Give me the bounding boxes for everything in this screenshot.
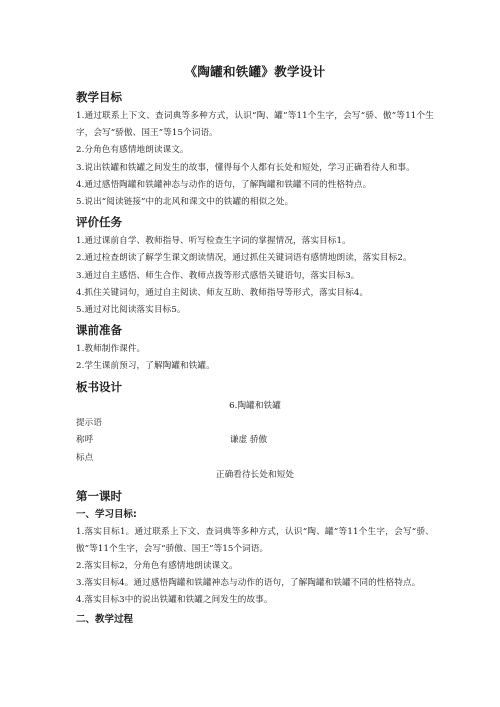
section-heading-board: 板书设计: [76, 379, 122, 394]
board-row: [76, 450, 434, 468]
task-item: 4.抓住关键词句，通过自主阅读、师友互助、教师指导等形式，落实目标4。: [76, 287, 369, 298]
board-row: [76, 432, 434, 450]
task-item: 3.通过自主感悟、师生合作、教师点拨等形式感悟关键语句，落实目标3。: [76, 270, 360, 281]
section-heading-goals: 教学目标: [76, 90, 122, 104]
board-keywords: 谦虚 骄傲: [230, 435, 268, 446]
section-heading-tasks: 评价任务: [76, 215, 122, 230]
task-item: 2.通过检查朗读了解学生课文朗读情况，通过抓住关键词语有感情地朗读，落实目标2。: [76, 253, 412, 264]
board-label-address: 称呼: [76, 435, 94, 446]
board-label-punctuation: 标点: [76, 452, 94, 463]
goal-item: 3.说出铁罐和铁罐之间发生的故事，懂得每个人都有长处和短处，学习正确看待人和事。: [76, 162, 415, 173]
section-heading-lesson1: 第一课时: [76, 488, 122, 503]
task-item: 1.通过课前自学、教师指导、听写检查生字词的掌握情况，落实目标1。: [76, 236, 351, 247]
objective-item: 3.落实目标4。通过感悟陶罐和铁罐神态与动作的语句，了解陶罐和铁罐不同的性格特点。: [76, 578, 421, 589]
goal-item: 4.通过感悟陶罐和铁罐神态与动作的语句，了解陶罐和铁罐不同的性格特点。: [76, 179, 372, 190]
goal-item: 5.说出“阅读链接”中的北风和课文中的铁罐的相似之处。: [76, 197, 294, 208]
objective-item: 1.落实目标1。通过联系上下文、查词典等多种方式，认识“陶、罐”等11个生字，会写“骄、傲”等11个生字，会写“骄傲、国王”等15个词语。: [76, 526, 434, 554]
subheading-objectives: 一、学习目标:: [76, 508, 137, 520]
subheading-process: 二、教学过程: [76, 613, 134, 625]
objective-item: 2.落实目标2，分角色有感情地朗读课文。: [76, 560, 238, 571]
prep-item: 1.教师制作课件。: [76, 344, 146, 355]
document-title: 《陶罐和铁罐》教学设计: [184, 64, 326, 79]
board-conclusion: 正确看待长处和短处: [215, 470, 295, 481]
prep-item: 2.学生课前预习，了解陶罐和铁罐。: [76, 361, 215, 372]
document-page: [76, 62, 434, 629]
goal-item: 1.通过联系上下文、查词典等多种方式，认识“陶、罐”等11个生字，会写“骄、傲”等11个生字，会写“骄傲、国王”等15个词语。: [76, 111, 434, 139]
task-item: 5.通过对比阅读落实目标5。: [76, 305, 186, 316]
section-heading-prep: 课前准备: [76, 323, 122, 338]
objective-item: 4.落实目标3中的说出铁罐和铁罐之间发生的故事。: [76, 595, 273, 606]
board-label-prompt: 提示语: [76, 417, 102, 428]
goal-item: 2.分角色有感情地朗读课文。: [76, 145, 189, 156]
board-lesson-title: 6.陶罐和铁罐: [229, 400, 281, 411]
board-row: [76, 415, 434, 433]
